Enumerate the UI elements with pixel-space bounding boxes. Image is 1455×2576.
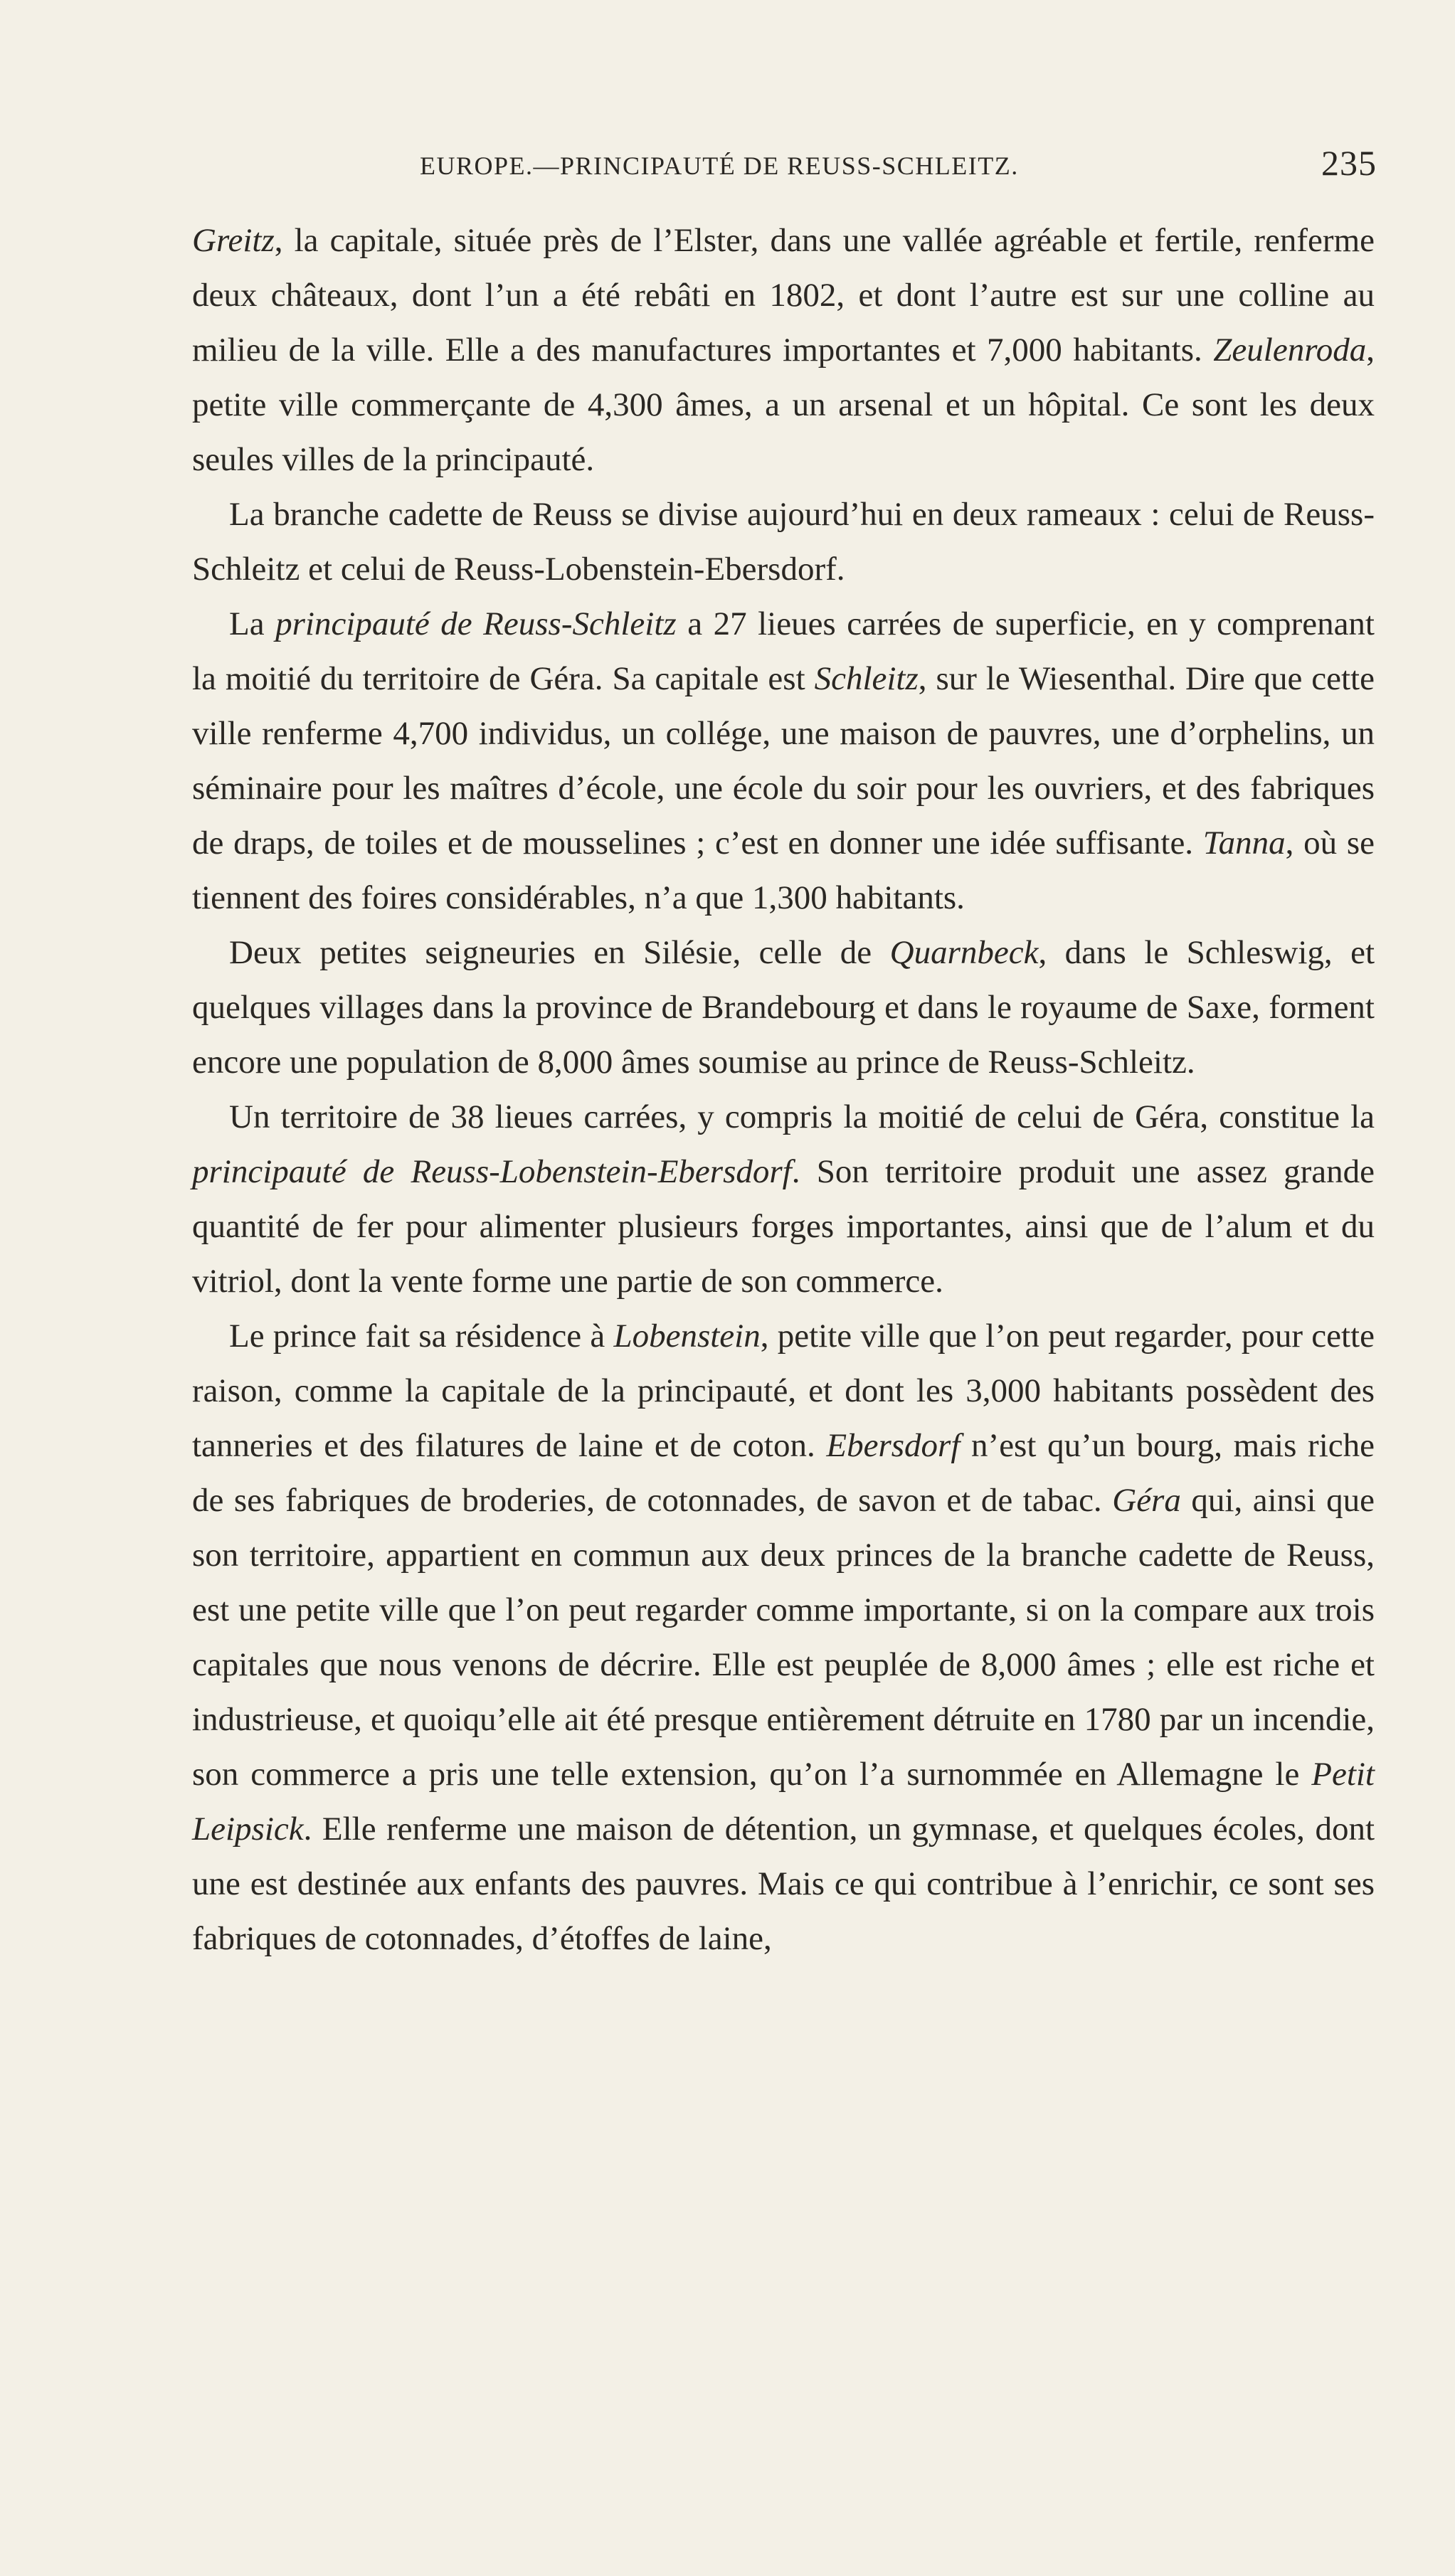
paragraph-reuss-schleitz [192,597,1375,926]
italic-term: Greitz [192,222,275,259]
paragraph-lobenstein-gera [192,1309,1375,1966]
text-run: a 27 lieues carrées de superficie, en y comprenant la moitié du territoire de Géra. Sa capitale est [192,605,1375,697]
text-run: , sur le Wiesenthal. Dire que cette ville renferme 4,700 individus, un collége, une maison de pauvres, une d’orphelins, un séminaire pour les maîtres d’école, une école du soir pour les ouvriers, et des fabriques de draps, de toiles et de mousselines ; c’est en donner une idée suffisante. [192,660,1375,862]
text-run: , petite ville que l’on peut regarder, pour cette raison, comme la capitale de la principauté, et dont les 3,000 habitants possèdent des tanneries et des filatures de laine et de coton. [192,1318,1375,1464]
italic-term: Schleitz [814,660,919,697]
text-run: , petite ville commerçante de 4,300 âmes, a un arsenal et un hôpital. Ce sont les deux seules villes de la principauté. [192,332,1375,478]
italic-term: Petit Leipsick [192,1756,1375,1848]
text-run: Un territoire de 38 lieues carrées, y compris la moitié de celui de Géra, constitue la [229,1098,1375,1135]
paragraph-seigneuries [192,926,1375,1090]
text-run: La branche cadette de Reuss se divise aujourd’hui en deux rameaux : celui de Reuss-Schleitz et celui de Reuss-Lobenstein-Ebersdorf. [192,496,1375,588]
italic-term: Lobenstein [613,1318,761,1355]
text-run: La [229,605,276,642]
running-head [192,142,1377,185]
body-text [192,213,1375,1966]
italic-term: principauté de Reuss-Schleitz [275,605,677,642]
text-run: Deux petites seigneuries en Silésie, celle de [229,934,890,971]
paragraph-branche-cadette [192,487,1375,597]
paragraph-reuss-lobenstein [192,1090,1375,1309]
text-run: n’est qu’un bourg, mais riche de ses fabriques de broderies, de cotonnades, de savon et de tabac. [192,1427,1375,1519]
paragraph-greitz [192,213,1375,487]
text-run: . Son territoire produit une assez grande quantité de fer pour alimenter plusieurs forges importantes, ainsi que de l’alum et du vitriol, dont la vente forme une partie de son commerce. [192,1153,1375,1300]
italic-term: principauté de Reuss-Lobenstein-Ebersdorf [192,1153,792,1190]
text-run: . Elle renferme une maison de détention, un gymnase, et quelques écoles, dont une est destinée aux enfants des pauvres. Mais ce qui contribue à l’enrichir, ce sont ses fabriques de cotonnades, d’étoffes de laine, [192,1811,1375,1957]
italic-term: Quarnbeck [889,934,1039,971]
running-title: EUROPE.—PRINCIPAUTÉ DE REUSS-SCHLEITZ. [420,152,1019,180]
italic-term: Zeulenroda [1213,332,1367,369]
text-run: Le prince fait sa résidence à [229,1318,614,1355]
italic-term: Géra [1112,1482,1181,1519]
italic-term: Tanna [1202,825,1286,862]
text-run: , où se tiennent des foires considérables, n’a que 1,300 habitants. [192,825,1375,916]
text-run: , dans le Schleswig, et quelques villages dans la province de Brandebourg et dans le royaume de Saxe, forment encore une population de 8,000 âmes soumise au prince de Reuss-Schleitz. [192,934,1375,1081]
text-run: , la capitale, située près de l’Elster, dans une vallée agréable et fertile, renferme deux châteaux, dont l’un a été rebâti en 1802, et dont l’autre est sur une colline au milieu de la ville. Elle a des manufactures importantes et 7,000 habitants. [192,222,1375,369]
italic-term: Ebersdorf [826,1427,961,1464]
page-number: 235 [1321,143,1377,183]
text-run: qui, ainsi que son territoire, appartient en commun aux deux princes de la branche cadette de Reuss, est une petite ville que l’on peut regarder comme importante, si on la compare aux trois capitales que nous venons de décrire. Elle est peuplée de 8,000 âmes ; elle est riche et industrieuse, et quoiqu’elle ait été presque entièrement détruite en 1780 par un incendie, son commerce a pris une telle extension, qu’on l’a surnommée en Allemagne le [192,1482,1375,1793]
